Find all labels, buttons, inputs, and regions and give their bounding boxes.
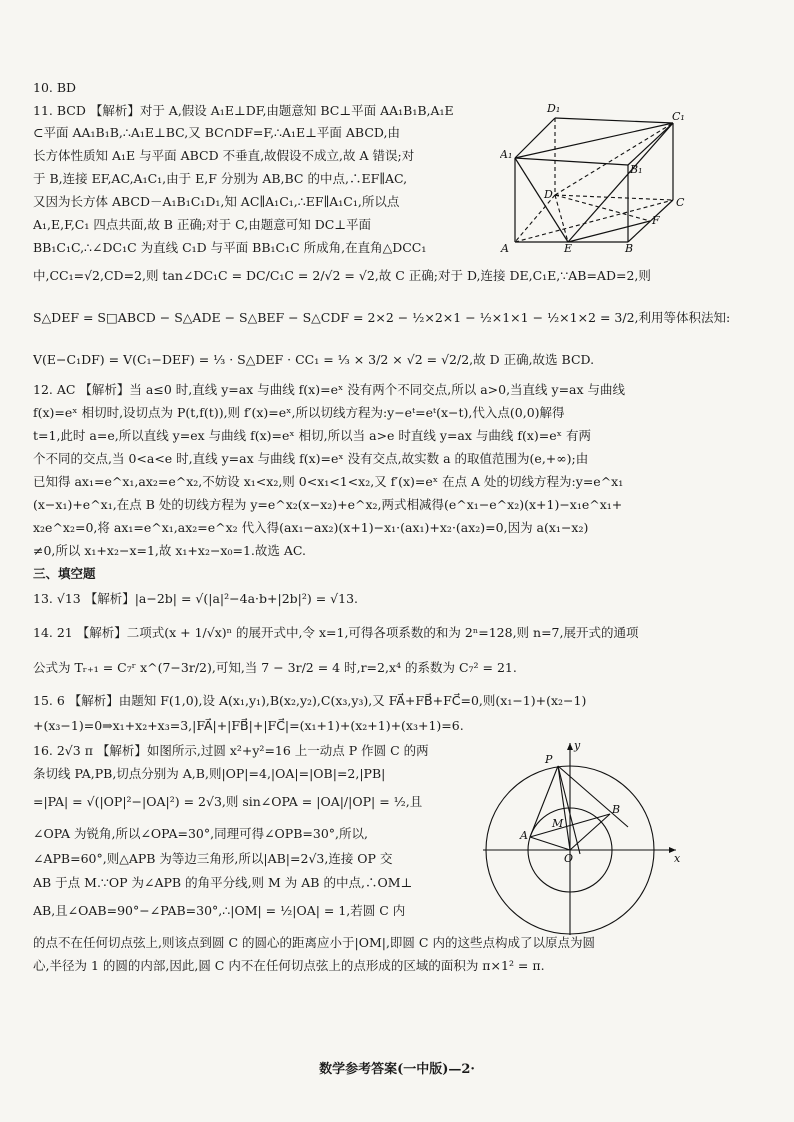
label-x: x xyxy=(674,852,681,865)
line-29: ∠OPA 为锐角,所以∠OPA=30°,同理可得∠OPB=30°,所以, xyxy=(33,826,368,841)
label-y: y xyxy=(574,739,581,752)
label-E: E xyxy=(564,242,573,255)
line-6: 又因为长方体 ABCD－A₁B₁C₁D₁,知 AC∥A₁C₁,∴EF∥A₁C₁,所以点 xyxy=(33,194,400,209)
label-M: M xyxy=(552,817,564,830)
line-2: 11. BCD 【解析】对于 A,假设 A₁E⊥DF,由题意知 BC⊥平面 AA₁B₁B,A₁E xyxy=(33,103,454,118)
line-18: x₂e^x₂=0,将 ax₁=e^x₁,ax₂=e^x₂ 代入得(ax₁−ax₂)(x+1)−x₁·(ax₁)+x₂·(ax₂)=0,因为 a(x₁−x₂) xyxy=(33,520,589,535)
line-13: f(x)=eˣ 相切时,设切点为 P(t,f(t)),则 f′(x)=eˣ,所以切线方程为:y−eᵗ=eᵗ(x−t),代入点(0,0)解得 xyxy=(33,405,565,420)
line-27: 条切线 PA,PB,切点分别为 A,B,则|OP|=4,|OA|=|OB|=2,|PB| xyxy=(33,766,386,781)
line-23: 公式为 Tᵣ₊₁ = C₇ʳ x^(7−3r/2),可知,当 7 − 3r/2 = 4 时,r=2,x⁴ 的系数为 C₇² = 21. xyxy=(33,660,517,675)
label-B: B xyxy=(625,242,634,255)
line-7: A₁,E,F,C₁ 四点共面,故 B 正确;对于 C,由题意可知 DC⊥平面 xyxy=(33,217,372,232)
line-9: 中,CC₁=√2,CD=2,则 tan∠DC₁C = DC/C₁C = 2/√2 = √2,故 C 正确;对于 D,连接 DE,C₁E,∵AB=AD=2,则 xyxy=(33,268,651,283)
label-A: A xyxy=(520,829,528,842)
line-5: 于 B,连接 EF,AC,A₁C₁,由于 E,F 分别为 AB,BC 的中点,∴EF∥AC, xyxy=(33,171,408,186)
line-24: 15. 6 【解析】由题知 F(1,0),设 A(x₁,y₁),B(x₂,y₂),C(x₃,y₃),又 FA⃗+FB⃗+FC⃗=0,则(x₁−1)+(x₂−1) xyxy=(33,693,587,708)
line-26: 16. 2√3 π 【解析】如图所示,过圆 x²+y²=16 上一动点 P 作圆 C 的两 xyxy=(33,743,429,758)
label-O: O xyxy=(564,852,574,865)
line-21: 13. √13 【解析】|a−2b| = √(|a|²−4a·b+|2b|²) = √13. xyxy=(33,591,359,606)
line-15: 个不同的交点,当 0<a<e 时,直线 y=ax 与曲线 f(x)=eˣ 没有交点,故实数 a 的取值范围为(e,+∞);由 xyxy=(33,451,589,466)
label-D1: D₁ xyxy=(547,102,561,115)
line-22: 14. 21 【解析】二项式(x + 1/√x)ⁿ 的展开式中,令 x=1,可得各项系数的和为 2ⁿ=128,则 n=7,展开式的通项 xyxy=(33,625,639,640)
label-C: C xyxy=(676,196,685,209)
line-14: t=1,此时 a=e,所以直线 y=ex 与曲线 f(x)=eˣ 相切,所以当 a>e 时直线 y=ax 与曲线 f(x)=eˣ 有两 xyxy=(33,428,591,443)
line-25: +(x₃−1)=0⇒x₁+x₂+x₃=3,|FA⃗|+|FB⃗|+|FC⃗|=(x₁+1)+(x₂+1)+(x₃+1)=6. xyxy=(33,718,464,733)
circle-tangent-figure xyxy=(478,737,684,939)
label-C1: C₁ xyxy=(672,110,685,123)
line-28: =|PA| = √(|OP|²−|OA|²) = 2√3,则 sin∠OPA = |OA|/|OP| = ½,且 xyxy=(33,794,423,809)
line-1: 10. BD xyxy=(33,80,77,95)
line-3: ⊂平面 AA₁B₁B,∴A₁E⊥BC,又 BC∩DF=F,∴A₁E⊥平面 ABCD,由 xyxy=(33,125,400,140)
label-D: D xyxy=(544,188,553,201)
line-8: BB₁C₁C,∴∠DC₁C 为直线 C₁D 与平面 BB₁C₁C 所成角,在直角△DCC₁ xyxy=(33,240,427,255)
line-17: (x−x₁)+e^x₁,在点 B 处的切线方程为 y=e^x₂(x−x₂)+e^x₂,两式相减得(e^x₁−e^x₂)(x+1)−x₁e^x₁+ xyxy=(33,497,623,512)
line-31: AB 于点 M.∵OP 为∠APB 的角平分线,则 M 为 AB 的中点,∴OM⊥ xyxy=(33,875,413,890)
label-A1: A₁ xyxy=(500,148,513,161)
label-B1: B₁ xyxy=(630,163,643,176)
line-16: 已知得 ax₁=e^x₁,ax₂=e^x₂,不妨设 x₁<x₂,则 0<x₁<1<x₂,又 f′(x)=eˣ 在点 A 处的切线方程为:y=e^x₁ xyxy=(33,474,624,489)
line-11: V(E−C₁DF) = V(C₁−DEF) = ⅓ · S△DEF · CC₁ = ⅓ × 3/2 × √2 = √2/2,故 D 正确,故选 BCD. xyxy=(33,352,595,367)
label-P: P xyxy=(545,753,553,766)
line-33: 的点不在任何切点弦上,则该点到圆 C 的圆心的距离应小于|OM|,即圆 C 内的这些点构成了以原点为圆 xyxy=(33,935,595,950)
line-32: AB,且∠OAB=90°−∠PAB=30°,∴|OM| = ½|OA| = 1,若圆 C 内 xyxy=(33,903,406,918)
section-heading: 三、填空题 xyxy=(33,566,96,581)
line-4: 长方体性质知 A₁E 与平面 ABCD 不垂直,故假设不成立,故 A 错误;对 xyxy=(33,148,415,163)
line-12: 12. AC 【解析】当 a≤0 时,直线 y=ax 与曲线 f(x)=eˣ 没有两个不同交点,所以 a>0,当直线 y=ax 与曲线 xyxy=(33,382,626,397)
line-34: 心,半径为 1 的圆的内部,因此,圆 C 内不在任何切点弦上的点形成的区域的面积为 π×1² = π. xyxy=(33,958,545,973)
label-A: A xyxy=(501,242,509,255)
line-19: ≠0,所以 x₁+x₂−x=1,故 x₁+x₂−x₀=1.故选 AC. xyxy=(33,543,306,558)
page-footer: 数学参考答案(一中版)—2· xyxy=(319,1062,475,1077)
line-10: S△DEF = S□ABCD − S△ADE − S△BEF − S△CDF = 2×2 − ½×2×1 − ½×1×1 − ½×1×2 = 3/2,利用等体积法知: xyxy=(33,310,731,325)
label-B: B xyxy=(612,803,621,816)
cuboid-figure xyxy=(500,100,696,255)
line-30: ∠APB=60°,则△APB 为等边三角形,所以|AB|=2√3,连接 OP 交 xyxy=(33,851,393,866)
label-F: F xyxy=(652,214,660,227)
